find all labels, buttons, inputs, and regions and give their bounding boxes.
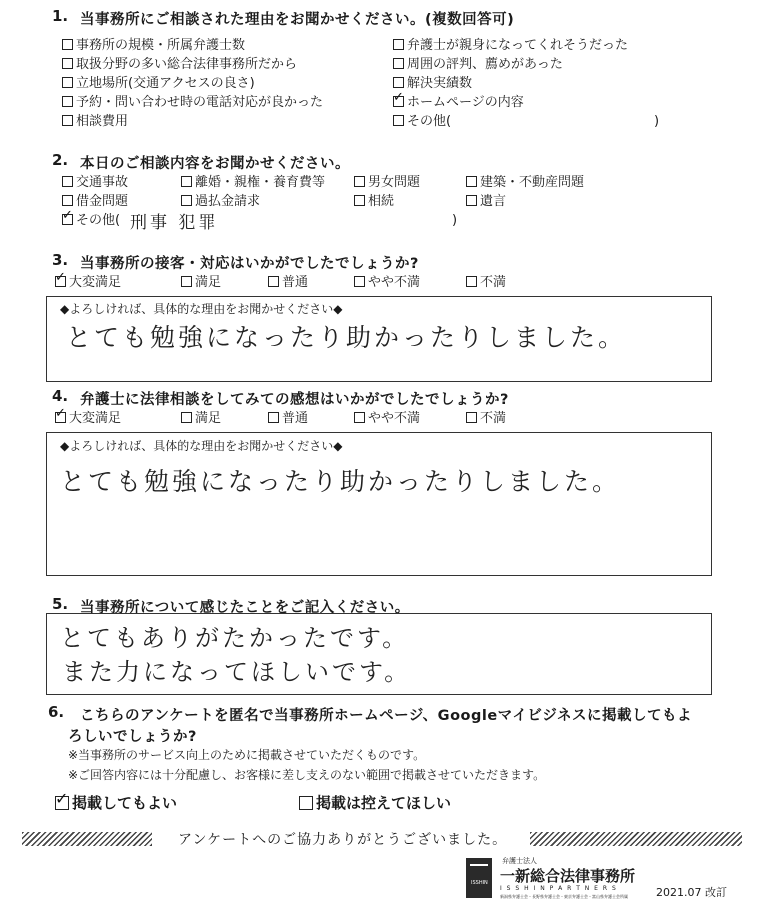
q1-option-label: 予約・問い合わせ時の電話対応が良かった [76, 95, 324, 110]
q2-option-label: 離婚・親権・養育費等 [195, 175, 326, 190]
checkbox[interactable] [62, 58, 73, 69]
q2-option[interactable] [354, 194, 394, 209]
q1-option-label: その他( [407, 114, 452, 129]
checkbox[interactable] [299, 796, 313, 810]
checkbox[interactable] [62, 39, 73, 50]
checkbox[interactable] [181, 176, 192, 187]
q6-option-yes[interactable] [55, 789, 178, 813]
q1-option[interactable] [62, 38, 245, 53]
checkbox[interactable] [354, 276, 365, 287]
checkbox-checked[interactable] [393, 90, 404, 107]
checkbox[interactable] [466, 195, 477, 206]
checkbox[interactable] [393, 39, 404, 50]
checkbox[interactable] [466, 412, 477, 423]
checkbox[interactable] [393, 58, 404, 69]
q4-title: 弁護士に法律相談をしてみての感想はいかがでしたでしょうか? [80, 392, 509, 408]
q3-rating-label: 大変満足 [69, 275, 122, 290]
checkbox[interactable] [466, 276, 477, 287]
q2-number: 2. [52, 151, 69, 169]
q1-option[interactable] [62, 57, 297, 72]
q2-option[interactable] [354, 175, 420, 190]
q2-option-label: 相続 [368, 194, 395, 209]
checkbox[interactable] [62, 77, 73, 88]
q4-rating-label: 不満 [480, 411, 507, 426]
q2-other-label: その他( [76, 213, 121, 228]
q2-option-label: 交通事故 [76, 175, 129, 190]
q2-option-label: 建築・不動産問題 [480, 175, 585, 190]
firm-affiliations: 新潟県弁護士会・長野県弁護士会・東京弁護士会・富山県弁護士会所属 [500, 894, 628, 899]
q1-option-label: 相談費用 [76, 114, 129, 129]
checkbox[interactable] [181, 412, 192, 423]
firm-type: 弁護士法人 [502, 857, 537, 865]
checkbox[interactable] [62, 96, 73, 107]
checkbox-checked[interactable] [55, 406, 66, 423]
firm-name: 一新総合法律事務所 [500, 867, 636, 885]
q3-rating-label: 普通 [282, 275, 309, 290]
checkbox[interactable] [354, 412, 365, 423]
q1-option-label: 事務所の規模・所属弁護士数 [76, 38, 246, 53]
check-mark-icon: ✓ [393, 90, 404, 105]
checkbox[interactable] [354, 176, 365, 187]
q1-option[interactable] [62, 76, 255, 91]
check-mark-icon: ✓ [62, 208, 73, 223]
q5-number: 5. [52, 595, 69, 613]
q2-other-handwritten: 刑事 犯罪 [130, 213, 219, 233]
q1-option[interactable] [62, 95, 323, 110]
q3-rating-label: 満足 [195, 275, 222, 290]
firm-logo-mark [466, 858, 492, 898]
q6-option-no[interactable] [299, 792, 451, 813]
check-mark-icon: ✓ [55, 406, 66, 421]
q6-option-no-label: 掲載は控えてほしい [316, 794, 452, 812]
checkbox[interactable] [268, 412, 279, 423]
q6-number: 6. [48, 703, 65, 721]
q2-option[interactable] [466, 194, 506, 209]
q2-option[interactable] [62, 175, 128, 190]
q1-number: 1. [52, 7, 69, 25]
q2-option[interactable] [181, 194, 260, 209]
thanks-message: アンケートへのご協力ありがとうございました。 [178, 832, 508, 848]
q2-option[interactable] [181, 175, 325, 190]
q4-rating[interactable] [466, 411, 506, 426]
q1-option[interactable] [393, 38, 628, 53]
checkbox[interactable] [181, 276, 192, 287]
q3-hint: ◆よろしければ、具体的な理由をお聞かせください◆ [60, 302, 343, 316]
checkbox-checked[interactable] [55, 789, 69, 810]
q1-option[interactable] [393, 76, 472, 91]
firm-name-en: I S S H I N P A R T N E R S [500, 885, 618, 892]
q3-rating[interactable] [466, 275, 506, 290]
q3-rating[interactable] [268, 275, 308, 290]
q4-rating-label: 満足 [195, 411, 222, 426]
q3-rating-label: 不満 [480, 275, 507, 290]
q1-title: 当事務所にご相談された理由をお聞かせください。(複数回答可) [80, 12, 515, 28]
checkbox[interactable] [62, 195, 73, 206]
q4-rating-label: 大変満足 [69, 411, 122, 426]
logo-stripe [470, 864, 488, 866]
checkbox[interactable] [393, 115, 404, 126]
q2-option[interactable] [466, 175, 584, 190]
firm-logo-mark-text: ISSHIN [471, 880, 488, 886]
q6-note2: ※ご回答内容には十分配慮し、お客様に差し支えのない範囲で掲載させていただきます。 [68, 768, 546, 782]
q2-title: 本日のご相談内容をお聞かせください。 [80, 156, 350, 172]
q1-option[interactable] [393, 114, 451, 129]
q4-rating-label: やや不満 [368, 411, 421, 426]
checkbox[interactable] [354, 195, 365, 206]
q2-option-label: 借金問題 [76, 194, 129, 209]
checkbox[interactable] [62, 176, 73, 187]
q4-rating[interactable] [268, 411, 308, 426]
q5-handwritten-line1: とてもありがたかったです。 [60, 624, 410, 652]
checkbox-checked[interactable] [62, 208, 73, 225]
q3-title: 当事務所の接客・対応はいかがでしたでしょうか? [80, 256, 419, 272]
check-mark-icon: ✓ [55, 789, 69, 808]
checkbox[interactable] [393, 77, 404, 88]
q2-option-label: 過払金請求 [195, 194, 261, 209]
q3-number: 3. [52, 251, 69, 269]
q1-option-checked[interactable] [393, 90, 524, 110]
checkbox-checked[interactable] [55, 270, 66, 287]
q1-option-label: 立地場所(交通アクセスの良さ) [76, 76, 255, 91]
q3-rating-label: やや不満 [368, 275, 421, 290]
checkbox[interactable] [268, 276, 279, 287]
check-mark-icon: ✓ [55, 270, 66, 285]
q6-title-line1: こちらのアンケートを匿名で当事務所ホームページ、Googleマイビジネスに掲載してもよ [80, 708, 692, 724]
checkbox[interactable] [466, 176, 477, 187]
q1-option[interactable] [393, 57, 563, 72]
q1-other-close: ) [654, 114, 660, 129]
q2-option-label: 遺言 [480, 194, 507, 209]
q4-rating-label: 普通 [282, 411, 309, 426]
q6-option-yes-label: 掲載してもよい [72, 794, 178, 812]
q4-number: 4. [52, 387, 69, 405]
q3-handwritten-answer: とても勉強になったり助かったりしました。 [66, 323, 627, 352]
q5-handwritten-line2: また力になってほしいです。 [62, 658, 412, 686]
q2-option[interactable] [62, 194, 128, 209]
checkbox[interactable] [62, 115, 73, 126]
checkbox[interactable] [181, 195, 192, 206]
q2-option-label: 男女問題 [368, 175, 421, 190]
q4-rating-checked[interactable] [55, 406, 122, 426]
q3-rating-checked[interactable] [55, 270, 122, 290]
q1-option-label: 取扱分野の多い総合法律事務所だから [76, 57, 298, 72]
hatch-divider-right [530, 832, 742, 846]
form-version: 2021.07 改訂 [656, 886, 727, 899]
q1-option-label: ホームページの内容 [407, 95, 524, 110]
q3-rating[interactable] [354, 275, 420, 290]
hatch-divider-left [22, 832, 152, 846]
q1-option-label: 周囲の評判、薦めがあった [407, 57, 563, 72]
q4-rating[interactable] [354, 411, 420, 426]
q1-option-label: 弁護士が親身になってくれそうだった [407, 38, 629, 53]
q4-rating[interactable] [181, 411, 221, 426]
q1-option-label: 解決実績数 [407, 76, 473, 91]
q4-hint: ◆よろしければ、具体的な理由をお聞かせください◆ [60, 439, 343, 453]
q5-title: 当事務所について感じたことをご記入ください。 [80, 600, 410, 616]
q2-other-close: ) [452, 213, 458, 228]
q6-title-line2: ろしいでしょうか? [68, 729, 197, 745]
q4-handwritten-answer: とても勉強になったり助かったりしました。 [60, 467, 621, 496]
q3-rating[interactable] [181, 275, 221, 290]
q1-option[interactable] [62, 114, 128, 129]
q2-option-other[interactable] [62, 208, 121, 228]
q6-note1: ※当事務所のサービス向上のために掲載させていただくものです。 [68, 748, 426, 762]
